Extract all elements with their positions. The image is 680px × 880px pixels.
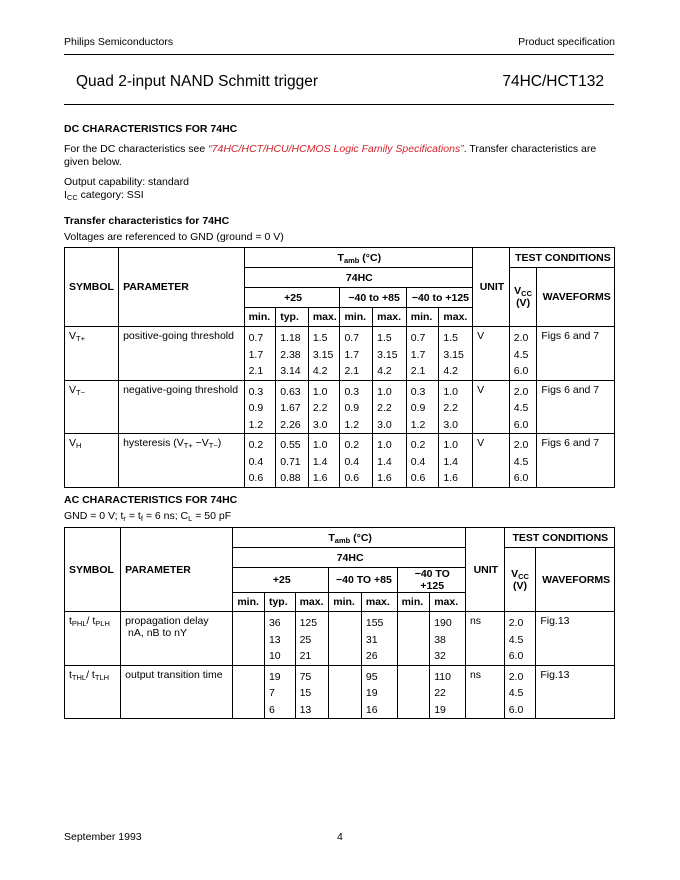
tamb-header: $T_{amb}$ (°C) (233, 528, 466, 548)
unit-cell: ns (465, 612, 504, 666)
unit-cell: V (473, 327, 510, 381)
waveforms-header: WAVEFORMS (537, 268, 615, 327)
value-cell: 36 13 10 (264, 612, 295, 666)
range-85-header: −40 TO +85 (329, 568, 397, 593)
range-25-header: +25 (233, 568, 329, 593)
value-cell: 1.18 2.38 3.14 (276, 327, 309, 381)
waveforms-cell: Fig.13 (536, 665, 615, 719)
vcc-header: $V_{CC}$ (V) (509, 268, 537, 327)
value-cell: 0.3 0.9 1.2 (244, 380, 276, 434)
value-cell (329, 612, 362, 666)
table-row (65, 327, 615, 381)
value-cell: 1.5 3.15 4.2 (439, 327, 473, 381)
vcc-cell: 2.0 4.5 6.0 (509, 434, 537, 488)
unit-header: UNIT (473, 248, 510, 327)
value-cell (233, 612, 265, 666)
dc-intro-line2: given below. (64, 156, 122, 168)
min-header: min. (244, 308, 276, 327)
unit-cell: V (473, 434, 510, 488)
value-cell (329, 665, 362, 719)
value-cell: 0.2 0.4 0.6 (340, 434, 373, 488)
unit-cell: V (473, 380, 510, 434)
typ-header: typ. (276, 308, 309, 327)
value-cell: 1.5 3.15 4.2 (373, 327, 407, 381)
max-header: max. (308, 308, 340, 327)
range-125-header: −40 TO +125 (397, 568, 465, 593)
document-title: Quad 2-input NAND Schmitt trigger (76, 73, 319, 90)
max-header: max. (373, 308, 407, 327)
value-cell: 75 15 13 (295, 665, 329, 719)
value-cell (397, 612, 430, 666)
value-cell: 0.2 0.4 0.6 (244, 434, 276, 488)
symbol-header: SYMBOL (65, 248, 119, 327)
min-header: min. (329, 593, 362, 612)
header-doc-type: Product specification (518, 36, 615, 48)
waveforms-cell: Figs 6 and 7 (537, 327, 615, 381)
table-row (65, 434, 615, 488)
value-cell: 0.3 0.9 1.2 (340, 380, 373, 434)
ac-conditions: GND = 0 V; $t_r = t_f = 6$ ns; $C_L = 50$ pF (64, 510, 232, 523)
parameter-cell: hysteresis $(V_{T+} -V_{T-})$ (119, 434, 245, 488)
waveforms-cell: Figs 6 and 7 (537, 434, 615, 488)
test-conditions-header: TEST CONDITIONS (504, 528, 614, 548)
symbol-cell: $t_{PHL}/$ $t_{PLH}$ (65, 612, 121, 666)
unit-cell: ns (465, 665, 504, 719)
value-cell: 0.2 0.4 0.6 (406, 434, 439, 488)
parameter-cell: propagation delay nA, nB to nY (121, 612, 233, 666)
value-cell (397, 665, 430, 719)
value-cell: 0.3 0.9 1.2 (406, 380, 439, 434)
value-cell: 0.7 1.7 2.1 (244, 327, 276, 381)
header-company: Philips Semiconductors (64, 36, 174, 48)
value-cell: 190 38 32 (430, 612, 466, 666)
range-125-header: −40 to +125 (406, 288, 472, 308)
vcc-cell: 2.0 4.5 6.0 (509, 327, 537, 381)
ac-heading: AC CHARACTERISTICS FOR 74HC (64, 494, 238, 506)
min-header: min. (233, 593, 265, 612)
ac-characteristics-table (64, 527, 615, 719)
value-cell: 1.0 1.4 1.6 (373, 434, 407, 488)
value-cell: 110 22 19 (430, 665, 466, 719)
value-cell: 1.0 2.2 3.0 (308, 380, 340, 434)
spec-reference-link[interactable]: “74HC/HCT/HCU/HCMOS Logic Family Specifications” (208, 143, 464, 155)
title-rule (64, 104, 614, 105)
parameter-cell: negative-going threshold (119, 380, 245, 434)
value-cell (233, 665, 265, 719)
voltages-note: Voltages are referenced to GND (ground = 0 V) (64, 231, 284, 243)
value-cell: 1.5 3.15 4.2 (308, 327, 340, 381)
table-row (65, 612, 615, 666)
output-capability: Output capability: standard (64, 176, 189, 188)
parameter-cell: positive-going threshold (119, 327, 245, 381)
parameter-cell: output transition time (121, 665, 233, 719)
dc-transfer-table (64, 247, 615, 488)
value-cell: 0.7 1.7 2.1 (406, 327, 439, 381)
symbol-header: SYMBOL (65, 528, 121, 612)
footer-date: September 1993 (64, 831, 142, 843)
max-header: max. (295, 593, 329, 612)
part-number: 74HC/HCT132 (502, 73, 604, 90)
vcc-cell: 2.0 4.5 6.0 (504, 665, 536, 719)
family-header: 74HC (244, 268, 473, 288)
table-row (65, 665, 615, 719)
unit-header: UNIT (465, 528, 504, 612)
range-85-header: −40 to +85 (340, 288, 406, 308)
value-cell: 1.0 2.2 3.0 (373, 380, 407, 434)
symbol-cell: $V_{T+}$ (65, 327, 119, 381)
waveforms-cell: Figs 6 and 7 (537, 380, 615, 434)
symbol-cell: $V_H$ (65, 434, 119, 488)
transfer-heading: Transfer characteristics for 74HC (64, 215, 230, 227)
min-header: min. (406, 308, 439, 327)
dc-heading: DC CHARACTERISTICS FOR 74HC (64, 123, 238, 135)
value-cell: 1.0 2.2 3.0 (439, 380, 473, 434)
vcc-cell: 2.0 4.5 6.0 (509, 380, 537, 434)
value-cell: 125 25 21 (295, 612, 329, 666)
parameter-header: PARAMETER (121, 528, 233, 612)
max-header: max. (430, 593, 466, 612)
symbol-cell: $t_{THL}/$ $t_{TLH}$ (65, 665, 121, 719)
dc-intro-line1: For the DC characteristics see “74HC/HCT/HCU/HCMOS Logic Family Specifications”. Transfer characteristics are (64, 143, 597, 155)
family-header: 74HC (233, 548, 466, 568)
value-cell: 0.63 1.67 2.26 (276, 380, 309, 434)
header-rule (64, 54, 614, 55)
value-cell: 0.7 1.7 2.1 (340, 327, 373, 381)
waveforms-cell: Fig.13 (536, 612, 615, 666)
table-row (65, 380, 615, 434)
tamb-header: $T_{amb}$ (°C) (244, 248, 473, 268)
value-cell: 0.55 0.71 0.88 (276, 434, 309, 488)
range-25-header: +25 (244, 288, 340, 308)
value-cell: 155 31 26 (361, 612, 397, 666)
value-cell: 19 7 6 (264, 665, 295, 719)
icc-category: $I_{CC}$ category: SSI (64, 189, 144, 202)
vcc-header: $V_{CC}$ (V) (504, 548, 536, 612)
max-header: max. (439, 308, 473, 327)
min-header: min. (340, 308, 373, 327)
value-cell: 1.0 1.4 1.6 (439, 434, 473, 488)
symbol-cell: $V_{T-}$ (65, 380, 119, 434)
page-number: 4 (337, 831, 343, 843)
waveforms-header: WAVEFORMS (536, 548, 615, 612)
vcc-cell: 2.0 4.5 6.0 (504, 612, 536, 666)
parameter-header: PARAMETER (119, 248, 245, 327)
test-conditions-header: TEST CONDITIONS (509, 248, 614, 268)
value-cell: 95 19 16 (361, 665, 397, 719)
value-cell: 1.0 1.4 1.6 (308, 434, 340, 488)
max-header: max. (361, 593, 397, 612)
typ-header: typ. (264, 593, 295, 612)
min-header: min. (397, 593, 430, 612)
